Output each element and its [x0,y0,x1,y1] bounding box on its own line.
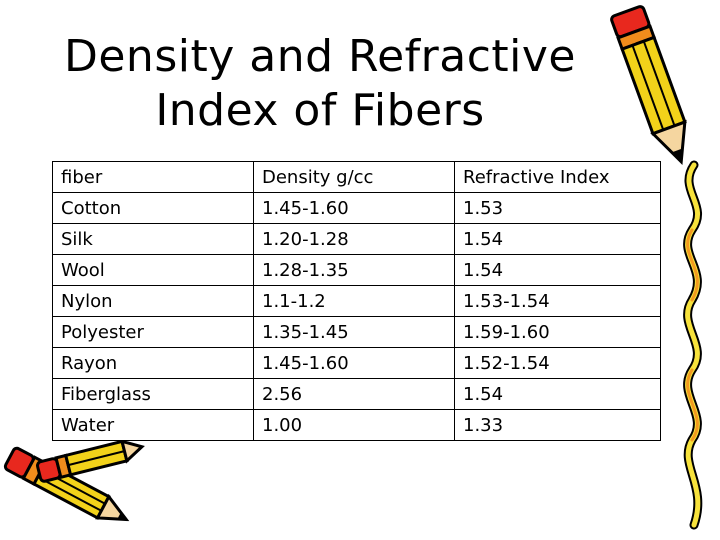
table-row [53,410,661,441]
cell-density: 1.1-1.2 [254,286,455,317]
cell-refractive-index: 1.54 [455,379,661,410]
header-density: Density g/cc [254,162,455,193]
cell-density: 1.00 [254,410,455,441]
slide-title-line-1: Density and Refractive [63,31,576,82]
cell-fiber: Polyester [53,317,254,348]
cell-refractive-index: 1.53 [455,193,661,224]
table-row [53,224,661,255]
table-row [53,379,661,410]
cell-refractive-index: 1.52-1.54 [455,348,661,379]
cell-density: 1.20-1.28 [254,224,455,255]
cell-refractive-index: 1.59-1.60 [455,317,661,348]
slide-title [40,30,600,138]
table-row [53,193,661,224]
pencil-icon [598,2,708,177]
cell-fiber: Fiberglass [53,379,254,410]
cell-refractive-index: 1.53-1.54 [455,286,661,317]
cell-fiber: Silk [53,224,254,255]
pencils-icon [0,440,150,538]
curly-ribbon-icon [672,160,718,530]
cell-fiber: Water [53,410,254,441]
cell-density: 1.45-1.60 [254,193,455,224]
header-fiber: fiber [53,162,254,193]
cell-refractive-index: 1.54 [455,224,661,255]
cell-refractive-index: 1.33 [455,410,661,441]
table-header-row [53,162,661,193]
table-row [53,317,661,348]
cell-fiber: Nylon [53,286,254,317]
table-row [53,348,661,379]
slide-title-line-2: Index of Fibers [155,85,485,136]
cell-density: 1.35-1.45 [254,317,455,348]
table-row [53,286,661,317]
cell-density: 1.45-1.60 [254,348,455,379]
table-row [53,255,661,286]
cell-density: 2.56 [254,379,455,410]
fiber-properties-table [52,161,661,441]
cell-fiber: Rayon [53,348,254,379]
cell-fiber: Wool [53,255,254,286]
cell-fiber: Cotton [53,193,254,224]
cell-refractive-index: 1.54 [455,255,661,286]
header-refractive-index: Refractive Index [455,162,661,193]
cell-density: 1.28-1.35 [254,255,455,286]
